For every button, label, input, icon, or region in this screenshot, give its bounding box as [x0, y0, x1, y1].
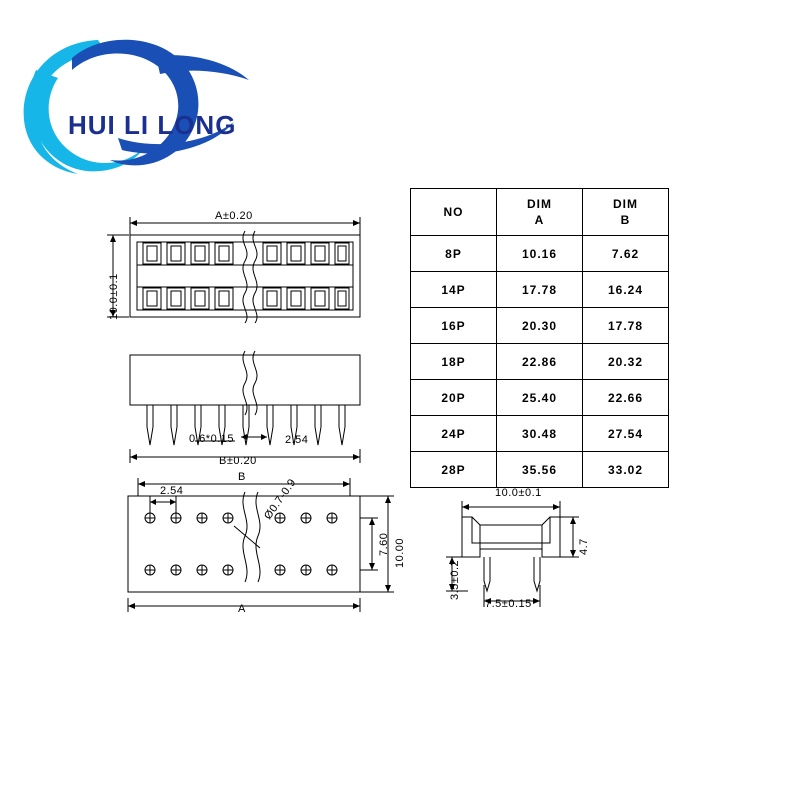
bottom-view-height2-label: 10.00 [394, 537, 406, 568]
table-row [411, 416, 669, 452]
top-view-width-label: A±0.20 [215, 210, 253, 222]
side-view-width-label: B±0.20 [219, 455, 257, 467]
bottom-view-pitch-label: 2.54 [160, 485, 184, 497]
cell-no: 16P [411, 308, 497, 344]
cell-no: 20P [411, 380, 497, 416]
cell-no: 14P [411, 272, 497, 308]
table-header-dim-b: DIM B [583, 189, 669, 236]
cell-no: 28P [411, 452, 497, 488]
cell-dim-b: 27.54 [583, 416, 669, 452]
cell-dim-b: 20.32 [583, 344, 669, 380]
bottom-view-drawing [110, 470, 400, 615]
table-row [411, 452, 669, 488]
table-header-no: NO [411, 189, 497, 236]
top-view-drawing [95, 205, 395, 355]
cell-dim-a: 30.48 [497, 416, 583, 452]
cell-dim-b: 17.78 [583, 308, 669, 344]
end-view-span-label: 7.5±0.15 [485, 598, 532, 610]
table-header-row [411, 189, 669, 236]
end-view-lead-label: 3.5±0.2 [449, 559, 461, 600]
end-view-drawing [440, 485, 590, 610]
bottom-view-a-label: A [238, 603, 246, 615]
end-view-body-height-label: 4.7 [578, 538, 590, 555]
side-view-drawing [95, 345, 395, 470]
table-row [411, 272, 669, 308]
brand-name: HUI LI LONG [68, 110, 237, 140]
cell-dim-b: 33.02 [583, 452, 669, 488]
bottom-view-hole-label: Ø0.7-0.9 [262, 476, 299, 522]
cell-dim-a: 20.30 [497, 308, 583, 344]
table-row [411, 344, 669, 380]
cell-no: 8P [411, 236, 497, 272]
table-row [411, 236, 669, 272]
cell-dim-b: 16.24 [583, 272, 669, 308]
cell-no: 18P [411, 344, 497, 380]
cell-dim-a: 10.16 [497, 236, 583, 272]
table-row [411, 308, 669, 344]
table-row [411, 380, 669, 416]
brand-logo [6, 18, 256, 178]
swirl-logo-icon [6, 18, 256, 178]
bottom-view-b-label: B [238, 471, 246, 483]
cell-dim-b: 7.62 [583, 236, 669, 272]
top-view-height-label: 10.0±0.1 [108, 273, 120, 320]
cell-dim-b: 22.66 [583, 380, 669, 416]
cell-dim-a: 35.56 [497, 452, 583, 488]
dimension-table [410, 188, 669, 488]
cell-dim-a: 22.86 [497, 344, 583, 380]
cell-dim-a: 17.78 [497, 272, 583, 308]
table-header-dim-a: DIM A [497, 189, 583, 236]
cell-dim-a: 25.40 [497, 380, 583, 416]
bottom-view-height1-label: 7.60 [378, 532, 390, 556]
side-view-pitch-label: 2.54 [285, 434, 309, 446]
side-view-pin-size-label: 0.6*0.15 [189, 433, 234, 445]
cell-no: 24P [411, 416, 497, 452]
end-view-width-label: 10.0±0.1 [495, 487, 542, 499]
